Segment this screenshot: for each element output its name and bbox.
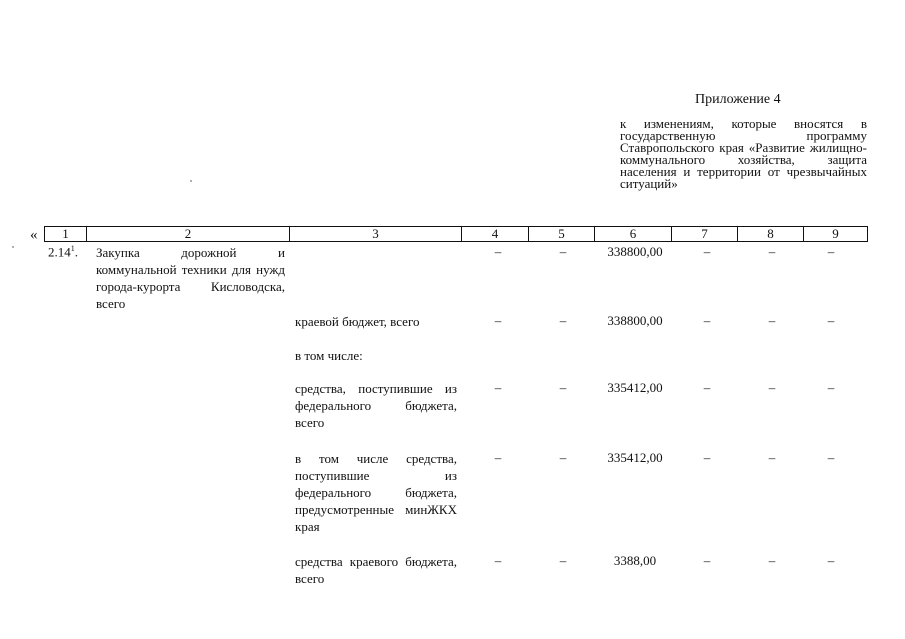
row-number-main: 2.14 [48,244,71,260]
cell-col4: – [494,553,502,568]
row-label: средства краевого бюджета, всего [295,554,457,586]
cell-col5: – [559,313,567,328]
row-label: в том числе средства, поступившие из федерального бюджета, предусмотренные минЖКХ края [295,451,457,534]
scan-speck [190,180,192,182]
cell-col9: – [827,450,835,465]
row-number-sup: 1 [70,244,75,253]
cell-col7: – [703,553,711,568]
cell-col8: – [768,244,776,259]
cell-col7: – [703,313,711,328]
cell-col6: 335412,00 [607,380,663,395]
cell-col4: – [494,380,502,395]
header-col-6: 6 [595,227,672,241]
row-label: краевой бюджет, всего [295,314,420,329]
open-quote: « [30,227,38,243]
header-col-7: 7 [672,227,738,241]
cell-col8: – [768,553,776,568]
cell-col4: – [494,450,502,465]
header-col-2: 2 [87,227,290,241]
header-col-1: 1 [45,227,87,241]
row-label: средства, поступившие из федерального бюджета, всего [295,381,457,430]
cell-col9: – [827,553,835,568]
cell-col5: – [559,244,567,259]
header-col-9: 9 [832,226,839,241]
cell-col5: – [559,380,567,395]
cell-col8: – [768,380,776,395]
header-col-3: 3 [290,227,462,241]
header-col-8: 8 [738,227,804,241]
appendix-title: Приложение 4 [695,92,781,107]
cell-col6: 338800,00 [607,313,663,328]
cell-col8: – [768,313,776,328]
table-header-row [44,226,868,242]
cell-col6: 338800,00 [607,244,663,259]
cell-col4: – [494,244,502,259]
header-col-4: 4 [462,227,529,241]
cell-col9: – [827,380,835,395]
cell-col5: – [559,450,567,465]
row-number: 2.14$^1$. [48,244,78,260]
scan-speck [12,246,14,248]
header-col-5: 5 [529,227,595,241]
cell-col9: – [827,244,835,259]
cell-col4: – [494,313,502,328]
row-title: Закупка дорожной и коммунальной техники для нужд города-курорта Кисловодска, всего [96,245,285,311]
appendix-text: к изменениям, которые вносятся в государственную программу Ставропольского края «Развитие жилищно-коммунального хозяйства, защита населения и территории от чрезвычайных ситуаций» [620,116,867,191]
cell-col6: 335412,00 [607,450,663,465]
cell-col5: – [559,553,567,568]
cell-col8: – [768,450,776,465]
cell-col7: – [703,244,711,259]
cell-col7: – [703,380,711,395]
cell-col7: – [703,450,711,465]
row-label: в том числе: [295,348,363,363]
cell-col9: – [827,313,835,328]
cell-col6: 3388,00 [613,553,657,568]
